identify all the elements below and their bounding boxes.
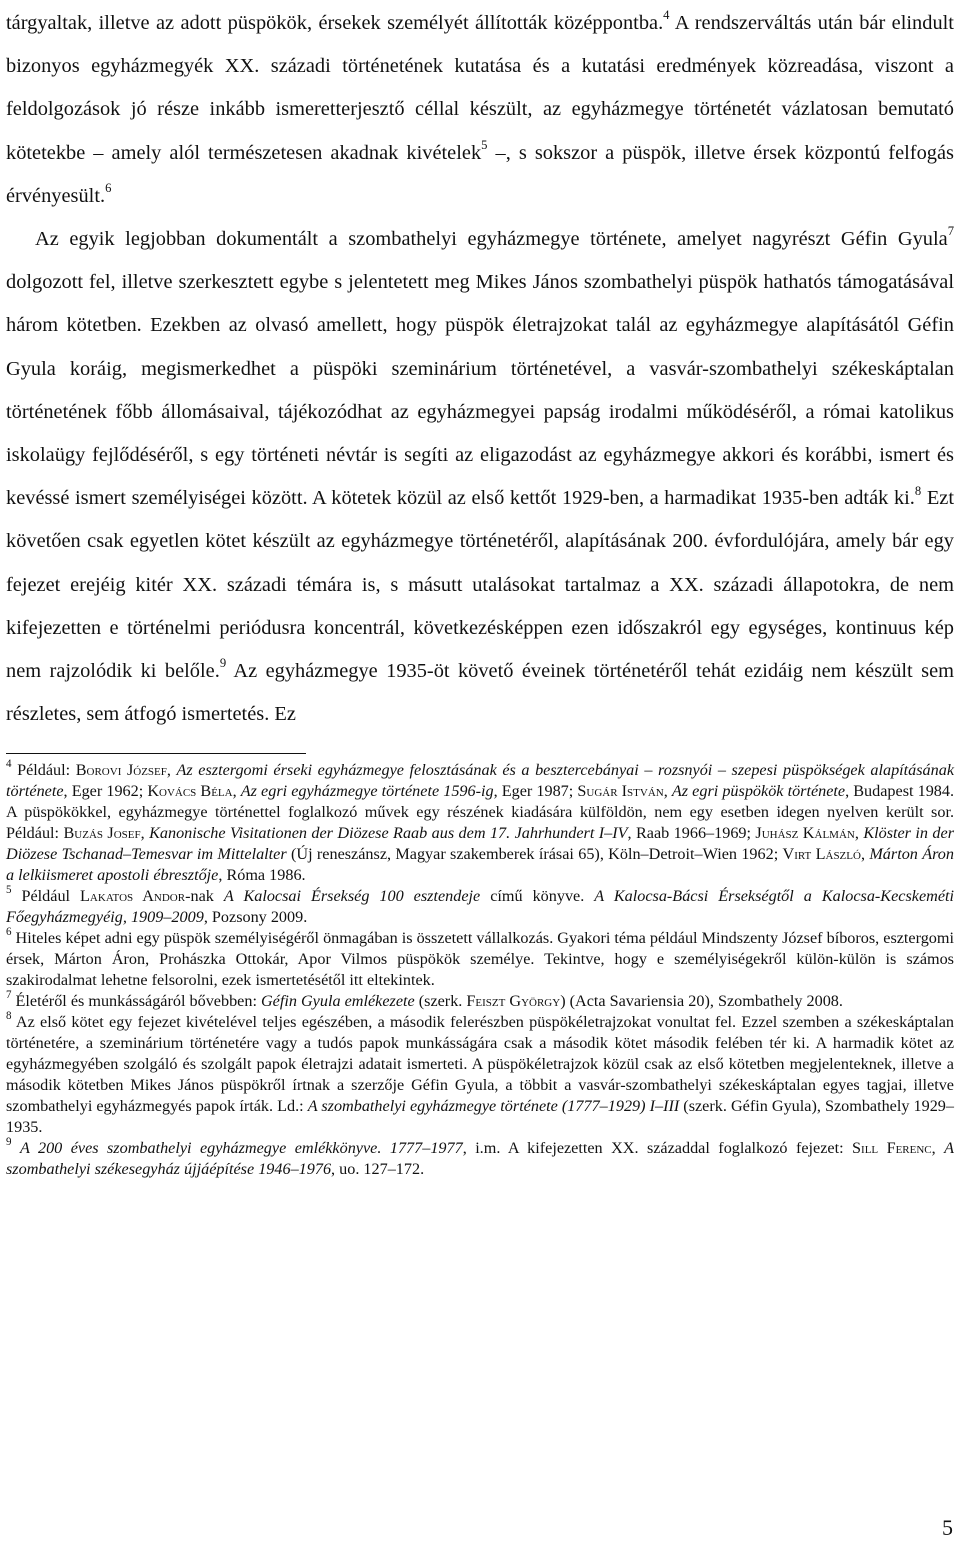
footnote-text: ,	[931, 1139, 945, 1158]
footnote-number: 6	[6, 926, 12, 939]
footnote-text: (szerk.	[414, 992, 467, 1011]
book-title: Az egri egyházmegye története 1596-ig	[240, 782, 494, 801]
footnote-number: 8	[6, 1010, 12, 1023]
paragraph-text: Ezt követően csak egyetlen kötet készült az egyházmegye történetéről, alapításának 200. évfordulójára, amely bár egy fejezet erejéig kitér XX. századi témára is, s másutt utalásokat tartalmaz a XX. századi állapotokra, de nem kifejezetten e történelmi periódusra koncentrál, következésképpen ezen időszakról egy egységes, kontinuus kép nem rajzolódik ki belőle.	[6, 487, 954, 683]
book-title: Klöster in der Diözese Tschanad–Temesvar im Mittelalter	[6, 824, 954, 864]
footnote-text: című könyve.	[480, 887, 595, 906]
footnote-text: , i.m. A kifejezetten XX. századdal foglalkozó fejezet:	[462, 1139, 853, 1158]
paragraph-text: Az egyik legjobban dokumentált a szombathelyi egyházmegye története, amelyet nagyrészt Géfin Gyula	[35, 228, 948, 251]
paragraph-text: tárgyaltak, illetve az adott püspökök, érsekek személyét állították középpontba.	[6, 12, 664, 34]
footnote-text: Hiteles képet adni egy püspök személyiségéről önmagában is összetett vállalkozás. Gyakori téma például Mindszenty József bíboros, esztergomi érsek, Márton Áron, Prohászka Ottokár, Apor Vilmos püspökök személye. Tekintve, hogy e személyiségekről külön-külön is számos szakirodalmat lehetne felsorolni, ezek ismertetésétől itt eltekintek.	[6, 929, 954, 990]
footnote-text: (szerk. Géfin Gyula), Szombathely 1929–1935.	[6, 1097, 954, 1137]
paragraph-2	[6, 218, 954, 736]
paragraph-1	[6, 2, 954, 218]
book-title: Kanonische Visitationen der Diözese Raab aus dem 17. Jahrhundert I–IV	[149, 824, 628, 843]
paragraph-text: –, s sokszor a püspök, illetve érsek központú felfogás érvényesült.	[6, 141, 954, 207]
author-name: Kovács Béla	[147, 782, 233, 801]
footnote-text: , Budapest 1984. A püspökökkel, egyházmegye történettel foglalkozó művek egy részének kiadására külföldön, nem egy esetben idegen nyelven került sor. Például:	[6, 782, 955, 843]
footnote-divider	[6, 753, 306, 754]
footnote-5	[6, 886, 954, 928]
paragraph-text: Az egyházmegye 1935-öt követő éveinek történetéről tehát ezidáig nem készült sem részletes, sem átfogó ismertetés. Ez	[6, 660, 954, 726]
book-title: A Kalocsai Érsekség 100 esztendeje	[223, 887, 481, 906]
footnote-text	[12, 1139, 20, 1157]
footnote-text: Az első kötet egy fejezet kivételével teljes egészében, a második felerészben püspökéletrajzokat vonultat fel. Ezzel szemben a székeskáptalan történetére, a szeminárium történetére vagy a tudós papok munkásságára csak a második kötet második felében tér ki. A harmadik kötet az egyházmegyében szolgáló és szolgált papok életrajzi adatait ismerteti. A püspökéletrajzok közül csak az első kötetben megjelenteknek, illetve a második kötetben Mikes János püspökről írtnak a szerzője Géfin Gyula, a többit a vasvár-szombathelyi székeskáptalan egyes tagjai, illetve szombathelyi egyházmegyés papok írták. Ld.:	[6, 1013, 954, 1116]
book-title: A szombathelyi egyházmegye története (1777–1929) I–III	[307, 1097, 680, 1116]
book-title: A Kalocsa-Bácsi Érsekségtől a Kalocsa-Kecskeméti Főegyházmegyéig, 1909–2009	[6, 887, 955, 927]
footnote-4	[6, 760, 954, 886]
body-text	[6, 2, 954, 736]
footnote-number: 7	[6, 989, 12, 1002]
footnote-text: , Pozsony 2009.	[203, 908, 308, 927]
book-title: Géfin Gyula emlékezete	[260, 992, 415, 1011]
footnote-text: ,	[232, 782, 241, 801]
footnote-text: , Eger 1962;	[63, 782, 148, 801]
footnote-text: , Raab 1966–1969;	[627, 824, 756, 843]
footnote-text: ) (Acta Savariensia 20), Szombathely 2008.	[560, 992, 843, 1011]
author-name: Juhász Kálmán	[755, 824, 855, 843]
paragraph-text: A rendszerváltás után bár elindult bizonyos egyházmegyék XX. századi történetének kutatása és a kutatási eredmények közreadása, viszont a feldolgozások jó része inkább ismeretterjesztő céllal készült, az egyházmegye történetét vázlatosan bemutató kötetekbe – amely alól természetesen akadnak kivételek	[6, 12, 954, 164]
footnote-7	[6, 991, 954, 1012]
author-name: Virt László	[782, 845, 861, 864]
footnote-ref-8[interactable]: 8	[914, 483, 922, 498]
footnote-text: Például	[11, 887, 81, 906]
footnote-6	[6, 928, 954, 991]
author-name: Lakatos Andor	[80, 887, 186, 906]
footnote-number: 5	[6, 884, 12, 897]
footnote-ref-6[interactable]: 6	[105, 181, 112, 196]
footnote-text: -nak	[185, 887, 224, 906]
author-name: Buzás Josef	[63, 824, 141, 843]
footnote-number: 4	[6, 758, 12, 771]
footnote-text: ,	[166, 761, 177, 780]
footnote-text: ,	[860, 845, 870, 864]
footnote-text: Például:	[11, 761, 76, 780]
footnote-ref-9[interactable]: 9	[219, 656, 227, 671]
paragraph-text: dolgozott fel, illetve szerkesztett egybe s jelentetett meg Mikes János szombathelyi püspök hathatós támogatásával három kötetben. Ezekben az olvasó amellett, hogy püspök életrajzokat talál az egyházmegye alapításától Géfin Gyula koráig, megismerkedhet a püspöki szeminárium történetével, a vasvár-szombathelyi székeskáptalan történetének főbb állomásaival, tájékozódhat az egyházmegyei papság irodalmi működéséről, a római katolikus iskolaügy fejlődéséről, s egy történeti névtár is segíti az eligazodást az egyházmegye akkori és korábbi, ismert és kevéssé ismert személyiségei között. A kötetek közül az első kettőt 1929-ben, a harmadikat 1935-ben adták ki.	[6, 271, 954, 510]
page-number: 5	[942, 1515, 953, 1540]
book-title: Az egri püspökök története	[671, 782, 846, 801]
footnote-ref-5[interactable]: 5	[481, 137, 488, 152]
footnote-number: 9	[6, 1136, 12, 1149]
footnote-text: ,	[140, 824, 150, 843]
footnote-text: , Eger 1987;	[493, 782, 578, 801]
author-name: Borovi József	[75, 761, 167, 780]
footnote-8	[6, 1012, 954, 1138]
footnote-ref-7[interactable]: 7	[947, 224, 954, 239]
footnotes	[6, 760, 954, 1180]
book-title: A szombathelyi székesegyház újjáépítése 1946–1976	[6, 1139, 955, 1179]
author-name: Sugár István	[577, 782, 664, 801]
footnote-text: , Róma 1986.	[218, 866, 306, 885]
author-name: Feiszt György	[466, 992, 561, 1011]
footnote-text: ,	[663, 782, 672, 801]
footnote-text: Életéről és munkásságáról bővebben:	[11, 992, 261, 1011]
book-title: Márton Áron a lelkiismeret apostoli ébresztője	[6, 845, 954, 885]
footnote-9	[6, 1138, 954, 1180]
footnote-text: , uo. 127–172.	[331, 1160, 425, 1179]
footnote-text: (Új reneszánsz, Magyar szakemberek írásai 65), Köln–Detroit–Wien 1962;	[286, 845, 783, 864]
book-title: Az esztergomi érseki egyházmegye felosztásának és a besztercebányai – rozsnyói – szepesi püspökségek alapításának története	[6, 761, 955, 801]
footnote-ref-4[interactable]: 4	[663, 8, 670, 23]
footnote-text: ,	[854, 824, 864, 843]
book-title: A 200 éves szombathelyi egyházmegye emlékkönyve. 1777–1977	[19, 1139, 463, 1158]
author-name: Sill Ferenc	[852, 1139, 932, 1158]
